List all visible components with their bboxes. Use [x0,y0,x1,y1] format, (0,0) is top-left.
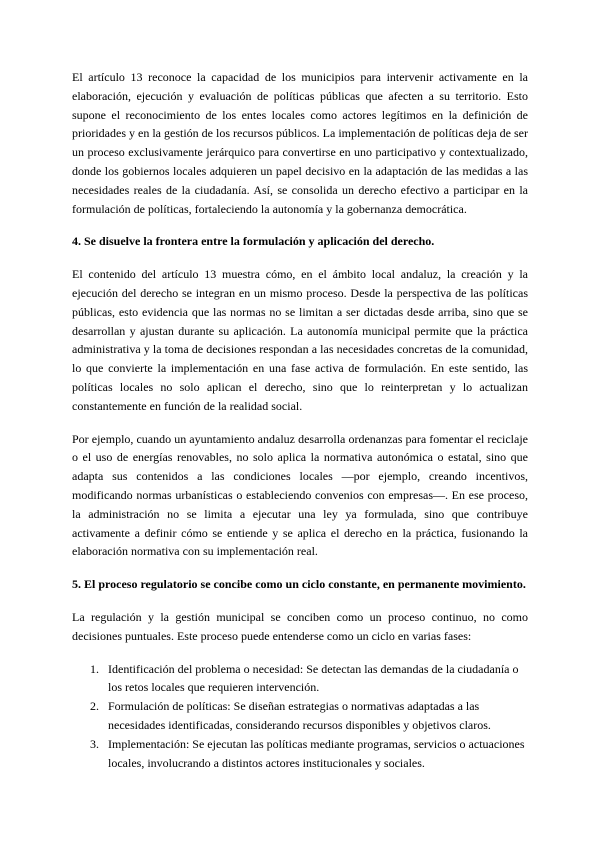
paragraph-2: El contenido del artículo 13 muestra cómo, en el ámbito local andaluz, la creación y la ejecución del derecho se integran en un mismo proceso. Desde la perspectiva de las políticas públicas, esto evidencia que las normas no se limitan a ser dictadas desde arriba, sino que se desarrollan y ajustan durante su aplicación. La autonomía municipal permite que la práctica administrativa y la toma de decisiones respondan a las necesidades concretas de la comunidad, lo que convierte la implementación en una fase activa de formulación. En este sentido, las políticas locales no solo aplican el derecho, sino que lo reinterpretan y lo actualizan constantemente en función de la realidad social. [72,267,528,413]
list-item-number: 1. [90,661,99,676]
list-item [72,660,528,698]
list-item [72,735,528,773]
list-item-text: Implementación: Se ejecutan las políticas mediante programas, servicios o actuaciones locales, involucrando a distintos actores institucionales y sociales. [108,736,525,770]
section-heading-5: 5. El proceso regulatorio se concibe como un ciclo constante, en permanente movimiento. [72,577,526,592]
list-item-number: 2. [90,699,99,714]
list-item-text: Identificación del problema o necesidad: Se detectan las demandas de la ciudadanía o los retos locales que requieren intervención. [108,661,519,695]
section-heading-4: 4. Se disuelve la frontera entre la formulación y aplicación del derecho. [72,234,435,249]
paragraph-4: La regulación y la gestión municipal se conciben como un proceso continuo, no como decisiones puntuales. Este proceso puede entenderse como un ciclo en varias fases: [72,609,528,643]
paragraph-1: El artículo 13 reconoce la capacidad de los municipios para intervenir activamente en la elaboración, ejecución y evaluación de políticas públicas que afecten a su territorio. Esto supone el reconocimiento de los entes locales como actores legítimos en la definición de prioridades y en la gestión de los recursos públicos. La implementación de políticas deja de ser un proceso exclusivamente jerárquico para convertirse en uno participativo y contextualizado, donde los gobiernos locales adquieren un papel decisivo en la adaptación de las medidas a las necesidades reales de la ciudadanía. Así, se consolida un derecho efectivo a participar en la formulación de políticas, fortaleciendo la autonomía y la gobernanza democrática. [72,70,528,216]
list-item [72,697,528,735]
paragraph-3: Por ejemplo, cuando un ayuntamiento andaluz desarrolla ordenanzas para fomentar el reciclaje o el uso de energías renovables, no solo aplica la normativa autonómica o estatal, sino que adapta sus contenidos a las condiciones locales —por ejemplo, creando incentivos, modificando normas urbanísticas o estableciendo convenios con empresas—. En ese proceso, la administración no se limita a ejecutar una ley ya formulada, sino que contribuye activamente a definir cómo se entiende y se aplica el derecho en la práctica, fusionando la elaboración normativa con su implementación real. [72,431,528,559]
phase-list [72,660,528,773]
list-item-text: Formulación de políticas: Se diseñan estrategias o normativas adaptadas a las necesidades identificadas, considerando recursos disponibles y objetivos claros. [108,699,491,732]
list-item-number: 3. [90,736,99,751]
